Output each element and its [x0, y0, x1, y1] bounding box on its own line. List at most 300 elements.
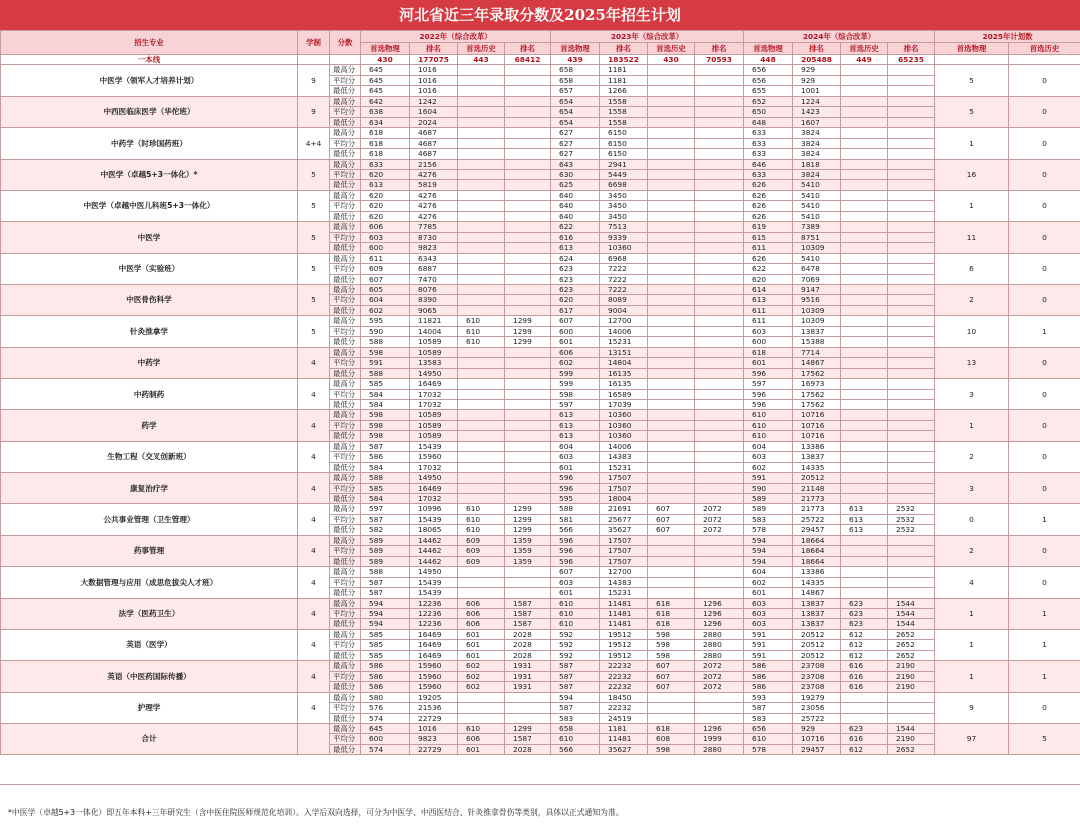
score-cell: 1296	[695, 598, 744, 608]
score-cell: 22232	[600, 682, 648, 692]
score-cell	[505, 65, 551, 75]
score-cell	[841, 75, 888, 85]
score-cell: 634	[361, 117, 410, 127]
score-cell: 602	[361, 305, 410, 315]
score-cell	[505, 410, 551, 420]
benke-line-value: 177075	[410, 55, 458, 65]
score-cell: 585	[361, 640, 410, 650]
score-cell	[458, 243, 505, 253]
score-cell	[888, 546, 935, 556]
header-year-2022: 2022年（综合改革）	[361, 31, 551, 43]
stat-label: 最高分	[330, 567, 361, 577]
header-xuezhi: 学制	[298, 31, 330, 55]
score-cell: 643	[551, 159, 600, 169]
score-cell: 5449	[600, 169, 648, 179]
score-cell: 17562	[793, 368, 841, 378]
score-cell	[695, 326, 744, 336]
score-cell	[695, 211, 744, 221]
score-cell: 17032	[410, 462, 458, 472]
score-cell: 594	[744, 546, 793, 556]
score-cell: 1016	[410, 75, 458, 85]
score-cell: 616	[841, 682, 888, 692]
table-row	[1, 629, 1080, 639]
plan-lishi-value: 1	[1009, 661, 1080, 692]
score-cell: 598	[361, 347, 410, 357]
score-cell: 597	[551, 399, 600, 409]
score-cell: 20512	[793, 629, 841, 639]
score-cell: 29457	[793, 744, 841, 754]
plan-wuli-value: 3	[935, 379, 1009, 410]
score-cell: 1296	[695, 724, 744, 734]
score-cell	[648, 588, 695, 598]
score-cell: 3450	[600, 190, 648, 200]
score-cell: 578	[744, 744, 793, 754]
score-cell	[841, 535, 888, 545]
score-cell: 610	[458, 525, 505, 535]
score-cell: 18004	[600, 494, 648, 504]
score-cell	[505, 96, 551, 106]
score-cell	[888, 535, 935, 545]
score-cell	[648, 232, 695, 242]
score-cell: 21148	[793, 483, 841, 493]
header-paiming: 排名	[695, 43, 744, 55]
score-cell: 586	[744, 671, 793, 681]
table-row	[1, 661, 1080, 671]
score-cell: 601	[458, 744, 505, 754]
score-cell: 2941	[600, 159, 648, 169]
score-cell: 18664	[793, 546, 841, 556]
score-cell: 14867	[793, 358, 841, 368]
major-name: 英语（中医药国际传播）	[1, 661, 298, 692]
score-cell	[841, 703, 888, 713]
score-cell: 607	[648, 661, 695, 671]
score-cell: 1544	[888, 598, 935, 608]
score-cell: 617	[551, 305, 600, 315]
score-cell: 11481	[600, 619, 648, 629]
score-cell	[505, 222, 551, 232]
score-cell: 1016	[410, 724, 458, 734]
score-cell: 587	[744, 703, 793, 713]
table-row	[1, 473, 1080, 483]
score-cell: 15960	[410, 682, 458, 692]
score-cell: 6968	[600, 253, 648, 263]
score-cell: 603	[361, 232, 410, 242]
score-cell	[458, 389, 505, 399]
score-cell	[458, 577, 505, 587]
score-cell: 601	[551, 337, 600, 347]
score-cell	[841, 337, 888, 347]
score-cell: 8076	[410, 284, 458, 294]
score-cell	[648, 169, 695, 179]
stat-label: 最低分	[330, 713, 361, 723]
plan-lishi-value: 0	[1009, 567, 1080, 598]
score-cell: 1587	[505, 598, 551, 608]
score-cell	[458, 180, 505, 190]
score-cell: 586	[361, 452, 410, 462]
score-cell	[648, 379, 695, 389]
score-cell: 1242	[410, 96, 458, 106]
score-cell: 11821	[410, 316, 458, 326]
score-cell: 596	[551, 473, 600, 483]
score-cell: 1604	[410, 107, 458, 117]
score-cell: 594	[744, 556, 793, 566]
score-cell: 12236	[410, 619, 458, 629]
score-cell	[648, 577, 695, 587]
score-cell: 18664	[793, 535, 841, 545]
score-cell	[695, 379, 744, 389]
score-cell	[695, 96, 744, 106]
score-cell: 658	[551, 724, 600, 734]
header-year-2023: 2023年（综合改革）	[551, 31, 744, 43]
score-cell: 586	[361, 682, 410, 692]
score-cell	[695, 567, 744, 577]
score-cell	[841, 65, 888, 75]
score-cell: 623	[551, 274, 600, 284]
score-cell: 15439	[410, 577, 458, 587]
score-cell: 17562	[793, 399, 841, 409]
score-cell	[888, 337, 935, 347]
score-cell: 602	[458, 661, 505, 671]
score-cell: 586	[361, 661, 410, 671]
score-cell: 598	[361, 420, 410, 430]
stat-label: 最低分	[330, 180, 361, 190]
score-cell	[505, 138, 551, 148]
stat-label: 最低分	[330, 211, 361, 221]
score-cell: 613	[361, 180, 410, 190]
score-cell	[648, 473, 695, 483]
score-cell	[888, 117, 935, 127]
score-cell: 15231	[600, 337, 648, 347]
score-cell: 17507	[600, 483, 648, 493]
stat-label: 平均分	[330, 514, 361, 524]
score-cell: 1224	[793, 96, 841, 106]
score-cell: 15960	[410, 452, 458, 462]
score-cell: 2072	[695, 671, 744, 681]
score-cell	[888, 420, 935, 430]
score-cell: 602	[551, 358, 600, 368]
score-cell: 613	[551, 431, 600, 441]
score-cell: 622	[551, 222, 600, 232]
major-name: 中药学（时珍国药班）	[1, 128, 298, 159]
score-cell	[648, 410, 695, 420]
score-cell: 18065	[410, 525, 458, 535]
plan-lishi-value: 0	[1009, 128, 1080, 159]
plan-wuli-value: 10	[935, 316, 1009, 347]
score-cell	[458, 399, 505, 409]
score-cell: 1999	[695, 734, 744, 744]
score-cell	[841, 264, 888, 274]
header-lishi: 首选历史	[458, 43, 505, 55]
major-name: 中医骨伤科学	[1, 284, 298, 315]
benke-line-value: 70593	[695, 55, 744, 65]
score-cell: 591	[361, 358, 410, 368]
score-cell	[695, 169, 744, 179]
score-cell: 601	[551, 588, 600, 598]
score-cell: 587	[361, 514, 410, 524]
score-cell: 1558	[600, 107, 648, 117]
score-cell	[505, 703, 551, 713]
score-cell: 20512	[793, 640, 841, 650]
score-cell	[841, 546, 888, 556]
score-cell: 22232	[600, 703, 648, 713]
score-cell	[695, 316, 744, 326]
score-cell: 10360	[600, 431, 648, 441]
score-cell: 599	[551, 368, 600, 378]
benke-line-label: 一本线	[1, 55, 298, 65]
major-name: 大数据管理与应用（成思危拔尖人才班）	[1, 567, 298, 598]
score-cell	[505, 347, 551, 357]
score-cell: 598	[648, 640, 695, 650]
score-cell: 654	[551, 117, 600, 127]
header-paiming: 排名	[410, 43, 458, 55]
score-cell	[458, 86, 505, 96]
score-cell: 15231	[600, 462, 648, 472]
score-cell	[505, 274, 551, 284]
score-cell: 613	[841, 514, 888, 524]
score-cell	[695, 86, 744, 96]
stat-label: 平均分	[330, 609, 361, 619]
score-cell: 6150	[600, 128, 648, 138]
score-cell: 3450	[600, 211, 648, 221]
major-name: 公共事业管理（卫生管理）	[1, 504, 298, 535]
score-cell: 10309	[793, 305, 841, 315]
score-cell	[505, 243, 551, 253]
score-cell	[505, 180, 551, 190]
score-cell	[648, 190, 695, 200]
score-cell	[888, 86, 935, 96]
score-cell	[505, 128, 551, 138]
score-cell: 11481	[600, 609, 648, 619]
score-cell	[841, 347, 888, 357]
score-cell	[888, 556, 935, 566]
score-cell: 1299	[505, 525, 551, 535]
score-cell: 610	[744, 410, 793, 420]
score-cell	[888, 107, 935, 117]
score-cell: 5410	[793, 201, 841, 211]
score-cell: 610	[551, 619, 600, 629]
score-cell: 627	[551, 138, 600, 148]
score-cell: 601	[744, 588, 793, 598]
score-cell: 10360	[600, 410, 648, 420]
score-cell	[505, 211, 551, 221]
score-cell: 1931	[505, 671, 551, 681]
score-cell: 17507	[600, 535, 648, 545]
score-cell	[648, 368, 695, 378]
xuezhi-value: 4	[298, 598, 330, 629]
score-cell	[888, 577, 935, 587]
page-title: 河北省近三年录取分数及2025年招生计划	[0, 0, 1080, 30]
score-cell	[841, 452, 888, 462]
stat-label: 最低分	[330, 305, 361, 315]
score-cell: 10589	[410, 431, 458, 441]
score-cell	[505, 577, 551, 587]
score-cell: 610	[551, 609, 600, 619]
score-cell	[458, 65, 505, 75]
benke-line-value: 65235	[888, 55, 935, 65]
score-cell: 598	[361, 410, 410, 420]
major-name: 合计	[1, 724, 298, 755]
plan-wuli-value: 0	[935, 504, 1009, 535]
score-cell: 10589	[410, 410, 458, 420]
stat-label: 最低分	[330, 243, 361, 253]
score-cell: 9823	[410, 734, 458, 744]
score-cell: 7470	[410, 274, 458, 284]
score-cell: 592	[551, 629, 600, 639]
score-cell	[695, 347, 744, 357]
score-cell	[888, 138, 935, 148]
score-cell: 11481	[600, 598, 648, 608]
plan-wuli-value: 2	[935, 441, 1009, 472]
score-cell: 594	[361, 619, 410, 629]
score-cell: 610	[551, 598, 600, 608]
score-cell: 648	[744, 117, 793, 127]
score-cell	[841, 305, 888, 315]
benke-line-value: 448	[744, 55, 793, 65]
score-cell: 1299	[505, 724, 551, 734]
score-cell	[888, 295, 935, 305]
score-cell	[458, 128, 505, 138]
score-cell	[648, 222, 695, 232]
stat-label: 最高分	[330, 410, 361, 420]
score-cell: 583	[744, 514, 793, 524]
score-cell: 8089	[600, 295, 648, 305]
stat-label: 平均分	[330, 201, 361, 211]
score-cell	[841, 274, 888, 284]
score-cell	[458, 190, 505, 200]
score-cell: 591	[744, 473, 793, 483]
score-cell: 1299	[505, 514, 551, 524]
score-cell: 656	[744, 65, 793, 75]
score-cell	[888, 190, 935, 200]
header-wuli: 首选物理	[361, 43, 410, 55]
table-row	[1, 347, 1080, 357]
score-cell	[458, 462, 505, 472]
score-cell	[695, 588, 744, 598]
table-row	[1, 535, 1080, 545]
score-cell: 594	[361, 598, 410, 608]
score-cell: 588	[551, 504, 600, 514]
score-cell: 620	[744, 274, 793, 284]
score-cell: 8751	[793, 232, 841, 242]
plan-lishi-value: 1	[1009, 629, 1080, 660]
score-cell: 16469	[410, 629, 458, 639]
score-cell	[888, 379, 935, 389]
score-cell	[505, 305, 551, 315]
score-cell	[458, 305, 505, 315]
score-cell	[648, 107, 695, 117]
score-cell	[505, 692, 551, 702]
score-cell	[648, 316, 695, 326]
stat-label: 平均分	[330, 734, 361, 744]
score-cell	[888, 253, 935, 263]
major-name: 药学	[1, 410, 298, 441]
score-cell: 587	[551, 661, 600, 671]
score-cell: 604	[744, 567, 793, 577]
score-cell: 13837	[793, 452, 841, 462]
score-cell	[841, 284, 888, 294]
score-cell: 2532	[888, 525, 935, 535]
score-cell	[695, 75, 744, 85]
score-cell: 618	[361, 128, 410, 138]
score-cell	[648, 556, 695, 566]
score-cell	[888, 243, 935, 253]
score-cell: 2072	[695, 525, 744, 535]
score-cell	[648, 211, 695, 221]
plan-lishi-value: 0	[1009, 284, 1080, 315]
stat-label: 最高分	[330, 598, 361, 608]
header-fenshu: 分数	[330, 31, 361, 55]
score-cell: 4687	[410, 128, 458, 138]
score-cell	[648, 546, 695, 556]
score-cell: 6478	[793, 264, 841, 274]
score-cell	[888, 326, 935, 336]
score-cell: 4687	[410, 149, 458, 159]
score-cell	[841, 86, 888, 96]
score-cell	[648, 138, 695, 148]
stat-label: 最低分	[330, 274, 361, 284]
score-cell: 590	[361, 326, 410, 336]
stat-label: 平均分	[330, 295, 361, 305]
major-name: 药事管理	[1, 535, 298, 566]
score-cell: 15960	[410, 661, 458, 671]
major-name: 中药学	[1, 347, 298, 378]
score-cell: 633	[744, 138, 793, 148]
score-cell: 6698	[600, 180, 648, 190]
score-cell: 596	[744, 368, 793, 378]
plan-lishi-value: 0	[1009, 159, 1080, 190]
score-cell: 10589	[410, 347, 458, 357]
stat-label: 最低分	[330, 744, 361, 754]
stat-label: 最低分	[330, 149, 361, 159]
score-cell: 17507	[600, 473, 648, 483]
xuezhi-value: 4	[298, 629, 330, 660]
score-cell: 7513	[600, 222, 648, 232]
benke-line-value: 439	[551, 55, 600, 65]
score-cell: 2652	[888, 640, 935, 650]
score-cell: 10360	[600, 243, 648, 253]
score-cell	[695, 264, 744, 274]
score-cell	[505, 232, 551, 242]
score-cell: 619	[744, 222, 793, 232]
score-cell	[888, 211, 935, 221]
score-cell: 591	[744, 640, 793, 650]
major-name: 中西医临床医学（华佗班）	[1, 96, 298, 127]
score-cell: 623	[841, 619, 888, 629]
stat-label: 最高分	[330, 441, 361, 451]
score-cell	[888, 483, 935, 493]
score-cell: 600	[744, 337, 793, 347]
score-cell: 596	[551, 483, 600, 493]
score-cell	[841, 473, 888, 483]
stat-label: 最高分	[330, 253, 361, 263]
score-cell: 640	[551, 211, 600, 221]
score-cell: 12700	[600, 567, 648, 577]
score-cell	[648, 441, 695, 451]
score-cell: 10360	[600, 420, 648, 430]
score-cell: 596	[551, 535, 600, 545]
score-cell	[841, 201, 888, 211]
score-cell	[888, 222, 935, 232]
score-cell	[648, 243, 695, 253]
score-cell: 6150	[600, 138, 648, 148]
xuezhi-value	[298, 724, 330, 755]
score-cell	[888, 441, 935, 451]
score-cell: 618	[744, 347, 793, 357]
score-cell: 606	[551, 347, 600, 357]
score-cell	[888, 264, 935, 274]
score-cell: 2156	[410, 159, 458, 169]
score-cell: 2072	[695, 661, 744, 671]
